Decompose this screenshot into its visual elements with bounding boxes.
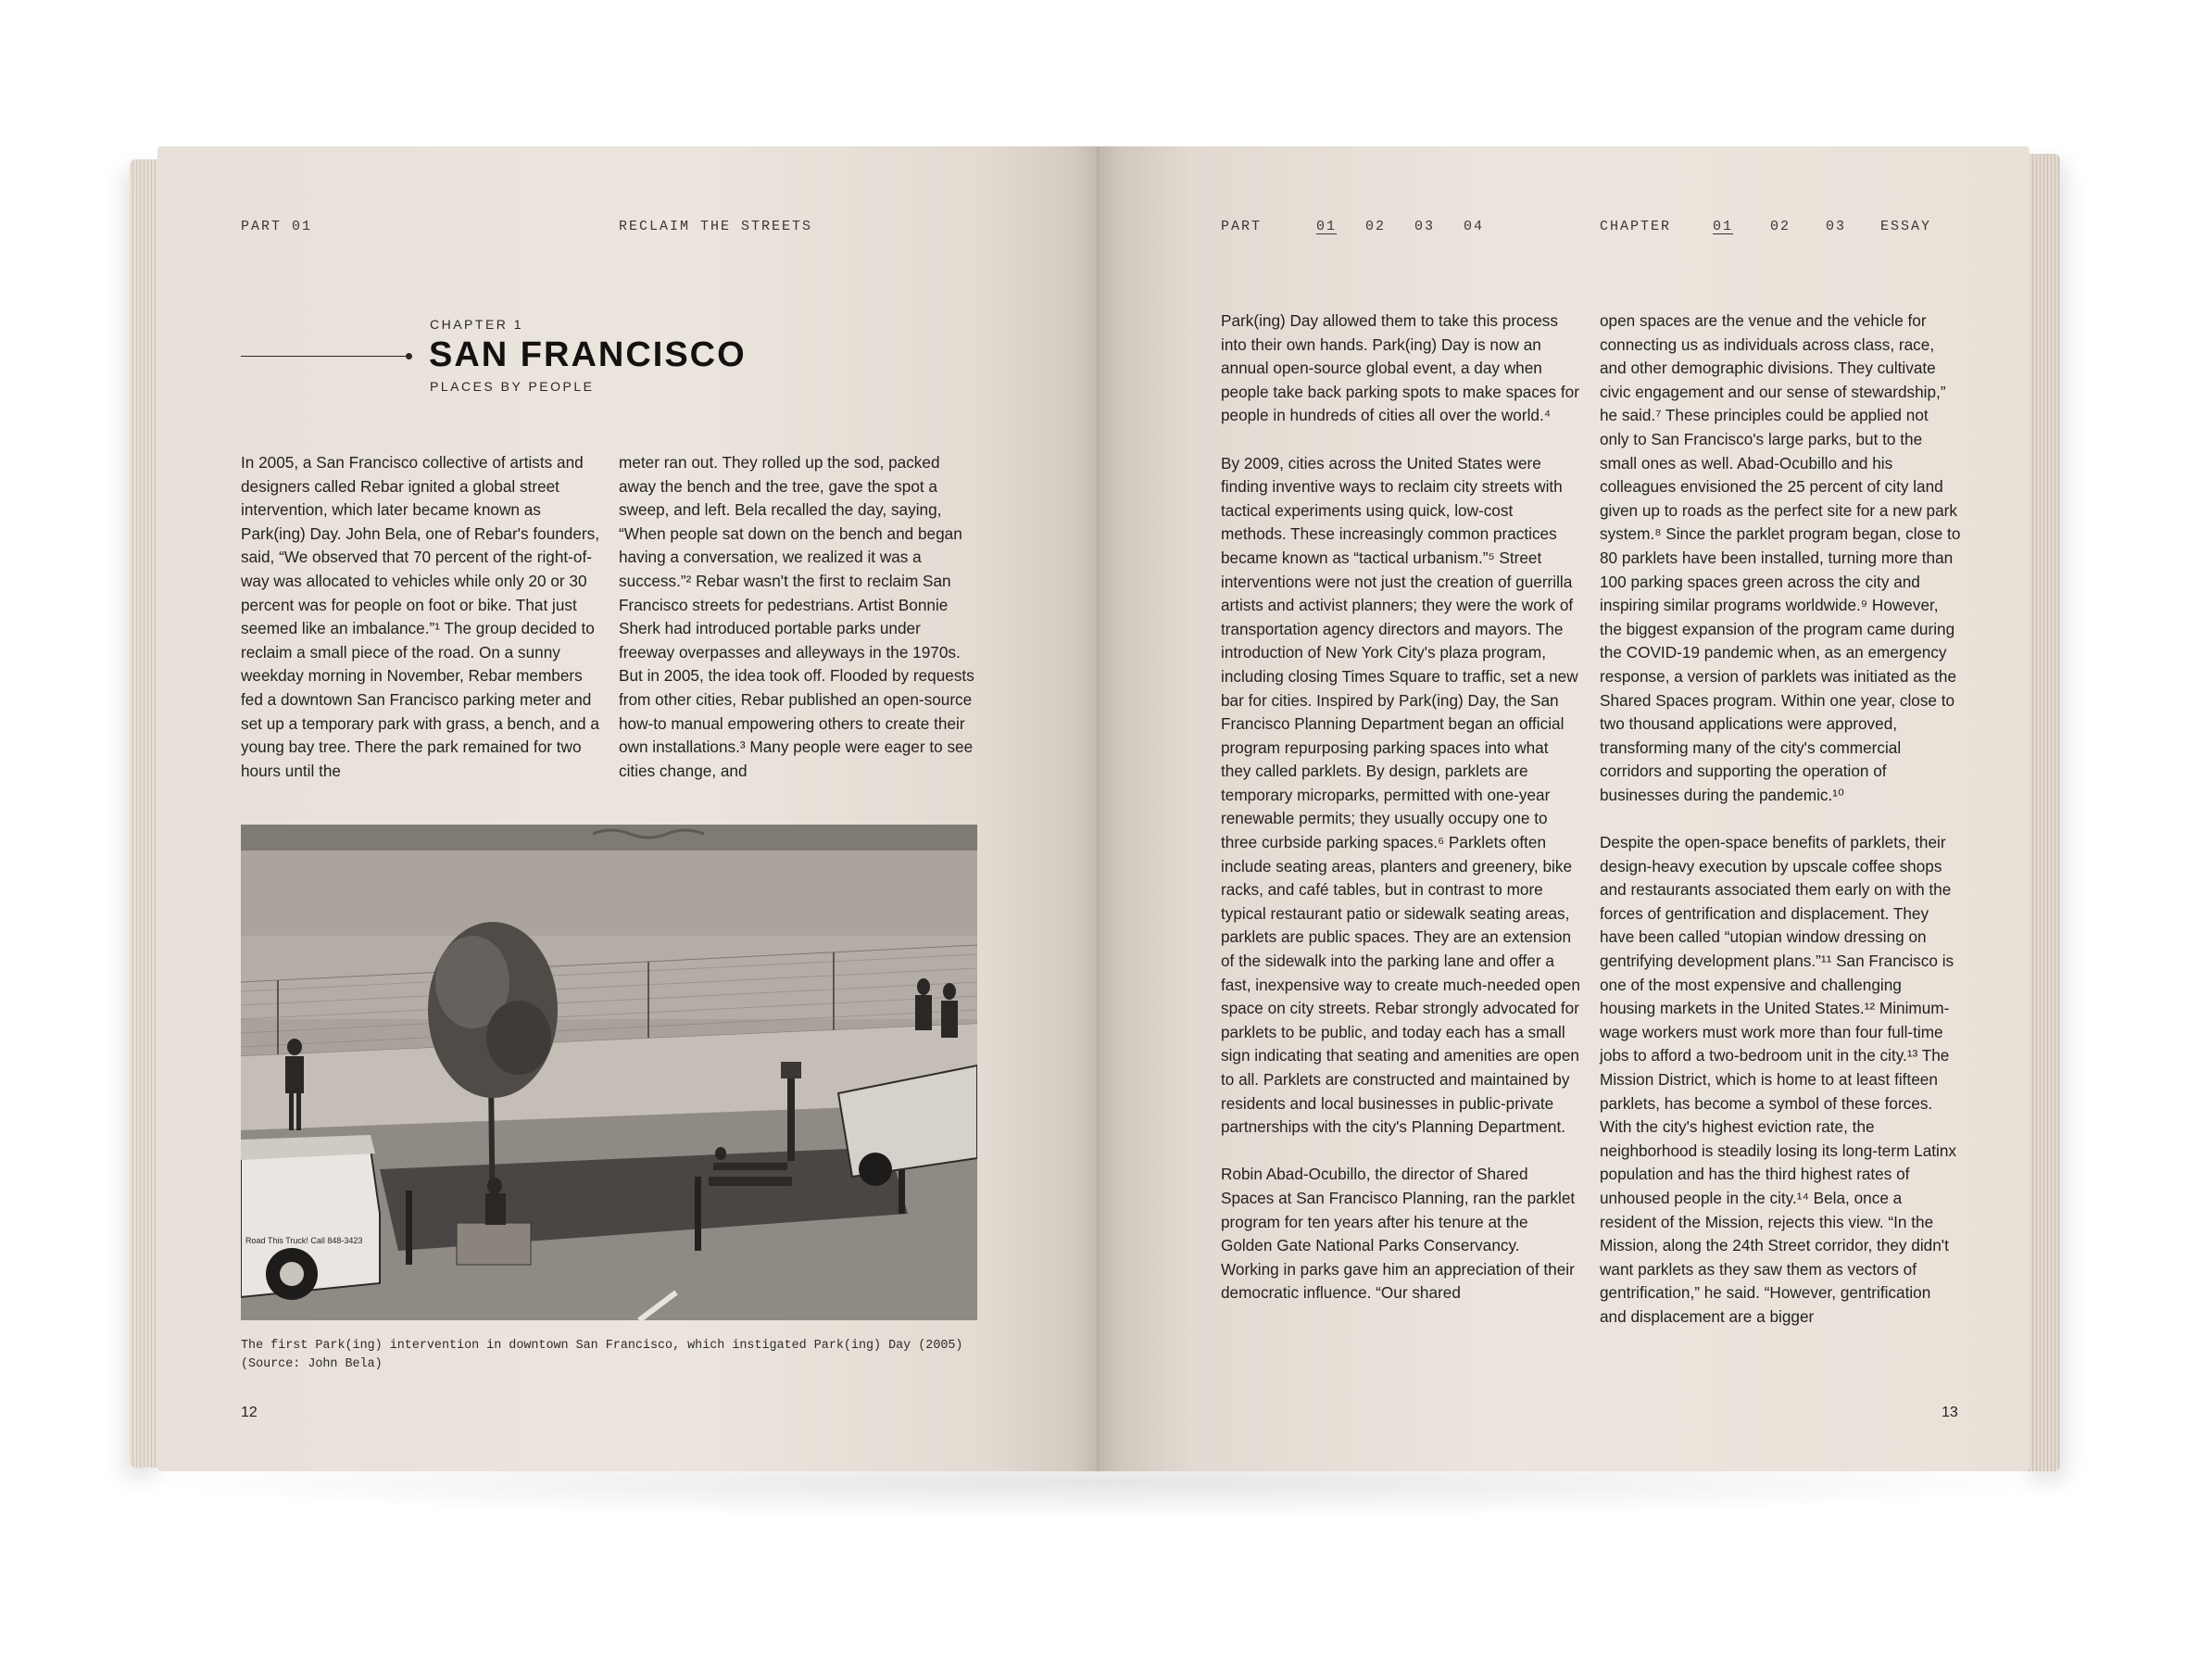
paragraph: In 2005, a San Francisco collective of artists and designers called Rebar ignited a global street intervention, which later became known as Park(ing) Day. John Bela, one of Rebar's founders, said, “We observed that 70 percent of the right-of-way was allocated to vehicles while only 20 or 30 percent was for people on foot or bike. That just seemed like an imbalance.”¹ The group decided to reclaim a small piece of the road. On a sunny weekday morning in November, Rebar members fed a downtown San Francisco parking meter and set up a temporary park with grass, a bench, and a young bay tree. There the park remained for two hours until the [241,453,600,780]
nav-part-02[interactable]: 02 [1365,219,1387,234]
chapter-rule [241,356,409,357]
page-number-right: 13 [1942,1405,1958,1420]
nav-chapter-03[interactable]: 03 [1826,219,1847,234]
chapter-label: CHAPTER 1 [430,317,524,332]
parking-day-photo [241,825,977,1320]
paragraph: By 2009, cities across the United States were finding inventive ways to reclaim city streets with tactical experiments using quick, low-cost methods. These increasingly common practices became known as “tactical urbanism.”⁵ Street interventions were not just the creation of guerrilla artists and activist planners; they were the work of transportation agency directors and mayors. The introduction of New York City's plaza program, including closing Times Square to traffic, set a new bar for cities. Inspired by Park(ing) Day, the San Francisco Planning Department began an official program repurposing parking spaces into what they called parklets. By design, parklets are temporary microparks, permitted with one-year renewable permits; they usually occupy one to three curbside parking spaces.⁶ Parklets often include seating areas, planters and greenery, bike racks, and café tables, but in contrast to more typical restaurant patio or sidewalk seating areas, parklets are public spaces. They are an extension of the sidewalk into the parking lane and offer a fast, inexpensive way to create much-needed open space on city streets. Rebar strongly advocated for parklets to be public, and today each has a small sign indicating that seating and amenities are open to all. Parklets are constructed and maintained by residents and local businesses in public-private partnerships with the city's Planning Department. [1221,453,1580,1137]
left-body-column-2 [619,451,978,783]
paragraph: meter ran out. They rolled up the sod, packed away the bench and the tree, gave the spot a sweep, and left. Bela recalled the day, saying, “When people sat down on the bench and began having a conversation, we realized it was a success.”² Rebar wasn't the first to reclaim San Francisco streets for pedestrians. Artist Bonnie Sherk had introduced portable parks under freeway overpasses and alleyways in the 1970s. But in 2005, the idea took off. Flooded by requests from other cities, Rebar published an open-source how-to manual empowering others to create their own installations.³ Many people were eager to see cities change, and [619,453,974,780]
page-number-left: 12 [241,1405,258,1420]
left-body-column-1 [241,451,600,783]
paragraph: Despite the open-space benefits of parklets, their design-heavy execution by upscale coffee shops and restaurants associated them early on with the forces of gentrification and displacement. They have been called “utopian window dressing on gentrifying development plans.”¹¹ San Francisco is one of the most expensive and challenging housing markets in the United States.¹² Minimum-wage workers must work more than four full-time jobs to afford a two-bedroom unit in the city.¹³ The Mission District, which is home to at least fifteen parklets, has become a symbol of these forces. With the city's highest eviction rate, the neighborhood is steadily losing its long-term Latinx population and has the third highest rates of unhoused people in the city.¹⁴ Bela, once a resident of the Mission, rejects this view. “In the Mission, along the 24th Street corridor, they didn't want parklets as they saw them as vectors of gentrification,” he said. “However, gentrification and displacement are a bigger [1600,833,1957,1326]
chapter-title: SAN FRANCISCO [429,335,747,374]
page-stack-right [2025,154,2060,1471]
running-head-title: RECLAIM THE STREETS [619,219,813,234]
nav-chapter-02[interactable]: 02 [1770,219,1791,234]
nav-chapter-label: CHAPTER [1600,219,1672,234]
chapter-subtitle: PLACES BY PEOPLE [430,379,595,394]
running-head-part: PART 01 [241,219,313,234]
nav-chapter-01[interactable]: 01 [1713,219,1734,234]
paragraph: open spaces are the venue and the vehicle for connecting us as individuals across class, race, and other demographic divisions. They cultivate civic engagement and our sense of stewardship,” he said.⁷ These principles could be applied not only to San Francisco's large parks, but to the small ones as well. Abad-Ocubillo and his colleagues envisioned the 25 percent of city land given up to roads as the perfect site for a new park system.⁸ Since the parklet program began, close to 80 parklets have been installed, turning more than 100 parking spaces green across the city and inspiring similar programs worldwide.⁹ However, the biggest expansion of the program came during the COVID-19 pandemic when, as an emergency response, a version of parklets was initiated as the Shared Spaces program. Within one year, close to two thousand applications were approved, transforming many of the city's commercial corridors and supporting the operation of businesses during the pandemic.¹⁰ [1600,311,1961,804]
nav-part-03[interactable]: 03 [1414,219,1436,234]
nav-part-01[interactable]: 01 [1316,219,1338,234]
nav-part-04[interactable]: 04 [1464,219,1485,234]
right-body-column-1 [1221,309,1580,1305]
chapter-rule-dot [406,353,412,359]
right-body-column-2 [1600,309,1961,1330]
nav-part-label: PART [1221,219,1263,234]
nav-essay[interactable]: ESSAY [1880,219,1932,234]
truck-sign-text: Road This Truck! Call 848-3423 [245,1236,363,1245]
paragraph: Park(ing) Day allowed them to take this process into their own hands. Park(ing) Day is now an annual open-source global event, a day when people take back parking spots to make spaces for people in hundreds of cities all over the world.⁴ [1221,311,1579,425]
photo-caption: The first Park(ing) intervention in downtown San Francisco, which instigated Park(ing) Day (2005) (Source: John Bela) [241,1339,963,1371]
paragraph: Robin Abad-Ocubillo, the director of Shared Spaces at San Francisco Planning, ran the parklet program for ten years after his tenure at the Golden Gate National Parks Conservancy. Working in parks gave him an appreciation of their democratic influence. “Our shared [1221,1165,1576,1303]
